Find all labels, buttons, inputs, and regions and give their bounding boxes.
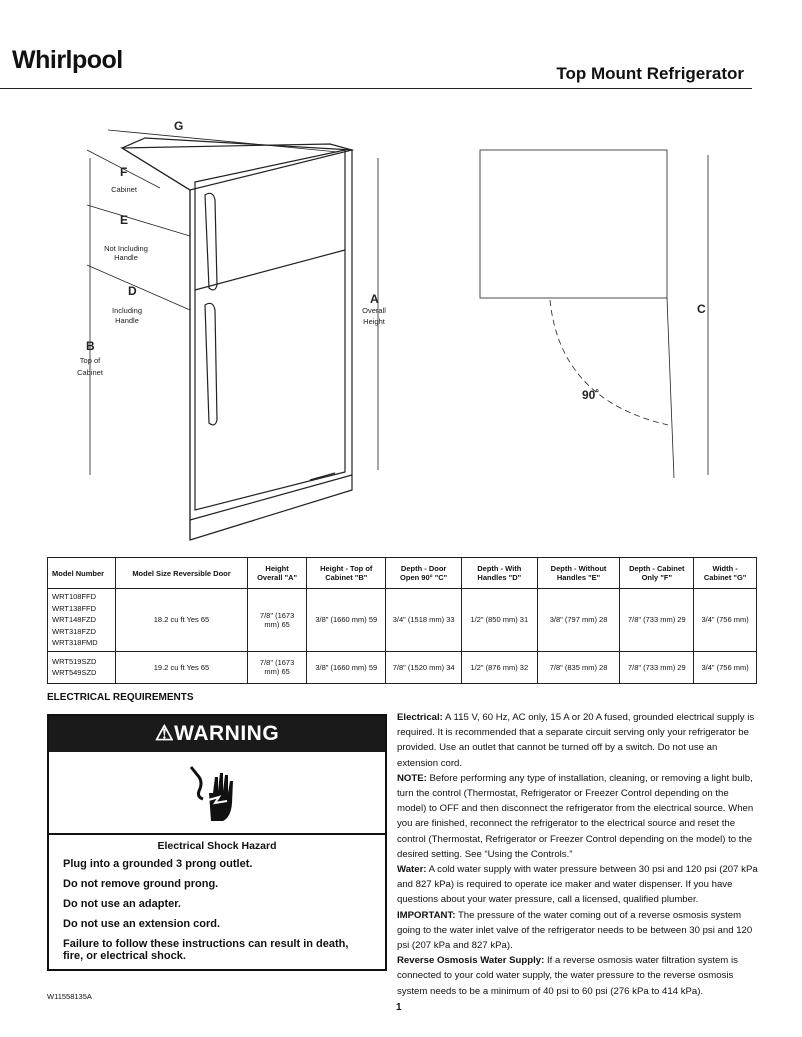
label-e-sub1: Not Including: [104, 244, 148, 253]
model-size: 19.2 cu ft Yes 65: [116, 651, 248, 683]
warning-line: Do not use an adapter.: [63, 898, 181, 910]
model-number: WRT148FZD: [52, 615, 97, 624]
label-d: D: [128, 284, 137, 298]
table-header-row: [48, 558, 757, 589]
warning-header: [49, 716, 385, 752]
label-g: G: [174, 119, 184, 133]
height-top-cabinet: 3/8" (1660 mm) 59: [307, 589, 386, 652]
label-d-sub2: Handle: [115, 316, 139, 325]
column-header: Height Overall "A": [248, 558, 307, 589]
section-heading: ELECTRICAL REQUIREMENTS: [47, 692, 194, 703]
label-b: B: [86, 339, 95, 353]
electrical-requirements-text: [397, 710, 759, 999]
model-numbers: [48, 651, 116, 683]
label-a-sub2: Height: [363, 317, 385, 326]
label-e-sub2: Handle: [114, 253, 138, 262]
paragraph-text: The pressure of the water coming out of a reverse osmosis system going to the water inlet valve of the refrigerator needs to be between 30 psi and 120 psi (207 kPa and 827 kPa).: [397, 909, 753, 952]
shock-hazard-icon: [49, 752, 385, 835]
model-number: WRT318FMD: [52, 638, 98, 647]
paragraph-label: Water:: [397, 864, 427, 876]
warning-line: Plug into a grounded 3 prong outlet.: [63, 858, 253, 870]
height-top-cabinet: 3/8" (1660 mm) 59: [307, 651, 386, 683]
paragraph-text: Before performing any type of installation, cleaning, or removing a light bulb, turn the control (Thermostat, Refrigerator or Freezer Control depending on the model) to OFF and then disconnect the refrigerator from the electrical source. When you are finished, reconnect the refrigerator to the electrical source and reset the control (Thermostat, Refrigerator or Freezer Control depending on the model) to the desired setting. See “Using the Controls.”: [397, 772, 754, 860]
paragraph-electrical: [397, 710, 759, 771]
column-header: Model Size Reversible Door: [116, 558, 248, 589]
depth-without-handles: 7/8" (835 mm) 28: [537, 651, 620, 683]
paragraph-label: IMPORTANT:: [397, 909, 456, 921]
page-number: 1: [396, 1002, 402, 1013]
width-cabinet: 3/4" (756 mm): [694, 589, 757, 652]
column-header: Depth - Door Open 90° "C": [386, 558, 462, 589]
depth-cabinet: 7/8" (733 mm) 29: [620, 651, 694, 683]
model-number: WRT318FZD: [52, 626, 97, 636]
label-c: C: [697, 302, 706, 316]
document-number: W11558135A: [47, 992, 92, 1001]
paragraph-text: A 115 V, 60 Hz, AC only, 15 A or 20 A fused, grounded electrical supply is required. It is recommended that a separate circuit serving only your refrigerator be provided. Use an outlet that cannot be turned off by a switch. Do not use an extension cord.: [397, 712, 755, 769]
column-header: Height - Top of Cabinet "B": [307, 558, 386, 589]
model-number: WRT138FFD: [52, 603, 97, 613]
column-header: Width - Cabinet "G": [694, 558, 757, 589]
label-a-sub1: Overall: [362, 306, 386, 315]
warning-triangle-icon: ⚠: [154, 722, 175, 745]
column-header: Depth - Cabinet Only "F": [620, 558, 694, 589]
warning-line: Do not remove ground prong.: [63, 878, 219, 890]
label-f: F: [120, 165, 128, 179]
depth-without-handles: 3/8" (797 mm) 28: [537, 589, 620, 652]
column-header: Model Number: [48, 558, 116, 589]
column-header: Depth - With Handles "D": [461, 558, 537, 589]
label-angle: 90˚: [582, 388, 600, 402]
label-d-sub1: Including: [111, 306, 143, 315]
page-title: Top Mount Refrigerator: [556, 64, 744, 83]
model-number: WRT519SZD: [52, 656, 97, 666]
paragraph-label: NOTE:: [397, 772, 427, 784]
depth-cabinet: 7/8" (733 mm) 29: [620, 589, 694, 652]
hazard-title: Electrical Shock Hazard: [157, 840, 277, 852]
height-overall: 7/8" (1673 mm) 65: [248, 651, 307, 683]
dimensions-table: [47, 557, 757, 684]
table-row: [48, 651, 757, 683]
table-row: [48, 589, 757, 652]
model-numbers: [48, 589, 116, 652]
paragraph-note: [397, 771, 759, 862]
paragraph-label: Reverse Osmosis Water Supply:: [397, 955, 545, 967]
warning-title: WARNING: [174, 722, 280, 745]
brand-logo: Whirlpool: [12, 46, 123, 74]
label-f-sub: Cabinet: [111, 185, 137, 194]
depth-door-open: 3/4" (1518 mm) 33: [386, 589, 462, 652]
depth-door-open: 7/8" (1520 mm) 34: [386, 651, 462, 683]
model-number: WRT549SZD: [52, 668, 97, 677]
refrigerator-drawing: [122, 138, 352, 540]
warning-box: [47, 714, 387, 971]
label-b-sub2: Cabinet: [77, 368, 103, 377]
label-b-sub1: Top of: [79, 356, 101, 365]
width-cabinet: 3/4" (756 mm): [694, 651, 757, 683]
label-a: A: [370, 292, 379, 306]
model-size: 18.2 cu ft Yes 65: [116, 589, 248, 652]
paragraph-important: [397, 908, 759, 954]
label-e: E: [120, 213, 129, 227]
refrigerator-dimension-diagram: [0, 100, 802, 550]
header-divider: [0, 88, 752, 89]
height-overall: 7/8" (1673 mm) 65: [248, 589, 307, 652]
paragraph-text: A cold water supply with water pressure between 30 psi and 120 psi (207 kPa and 827 kPa) is required to operate ice maker and water dispenser. If you have questions about your water pressure, call a licensed, qualified plumber.: [397, 864, 758, 906]
column-header: Depth - Without Handles "E": [537, 558, 620, 589]
paragraph-reverse-osmosis: [397, 953, 759, 999]
paragraph-text: If a reverse osmosis water filtration system is connected to your cold water supply, the water pressure to the reverse osmosis system needs to be a minimum of 40 psi to 60 psi (276 kPa to 414 kPa).: [397, 955, 738, 997]
model-number: WRT108FFD: [52, 592, 97, 601]
warning-line: Do not use an extension cord.: [63, 918, 221, 930]
warning-line: Failure to follow these instructions can result in death, fire, or electrical shock.: [63, 938, 349, 962]
paragraph-water: [397, 862, 759, 908]
depth-with-handles: 1/2" (876 mm) 32: [461, 651, 537, 683]
paragraph-label: Electrical:: [397, 712, 443, 723]
depth-with-handles: 1/2" (850 mm) 31: [461, 589, 537, 652]
